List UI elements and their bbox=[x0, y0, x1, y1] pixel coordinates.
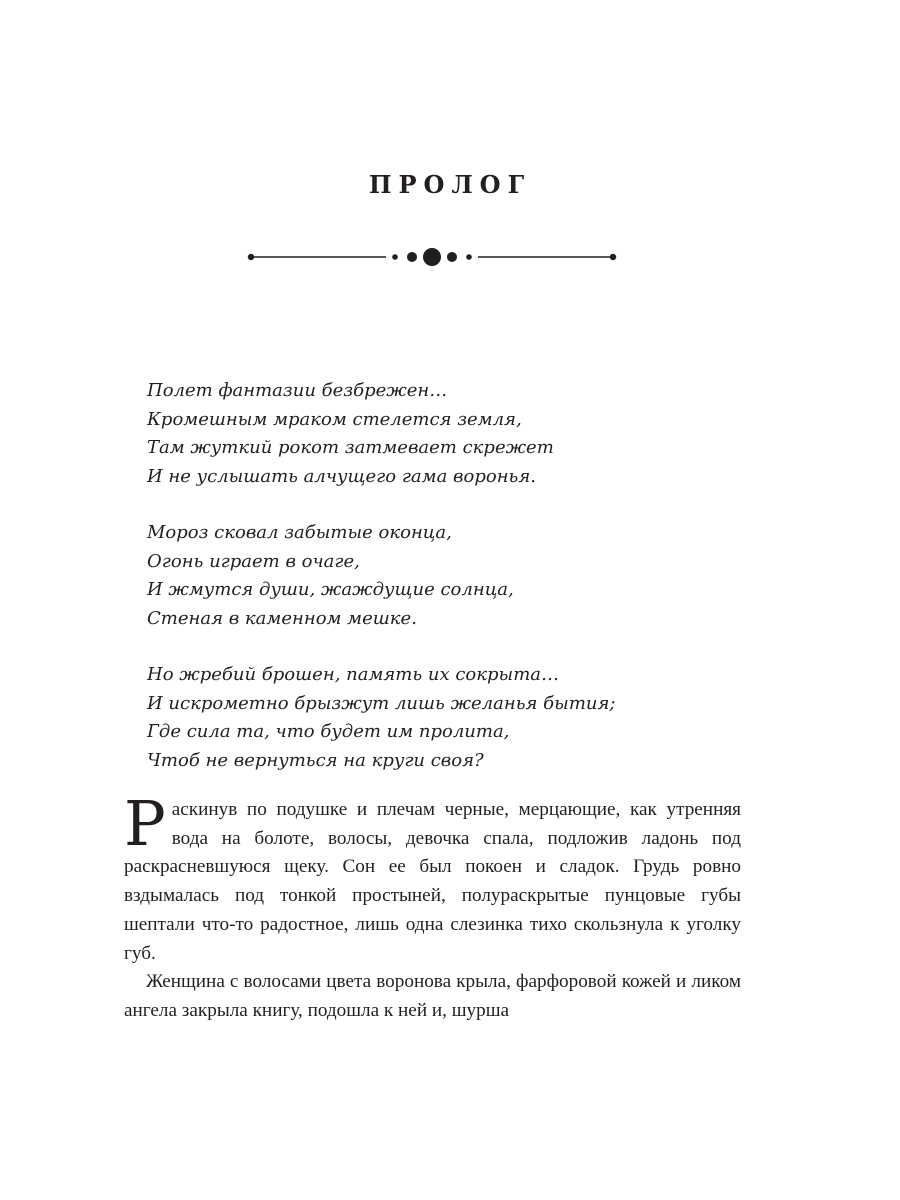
poem-line: Мороз сковал забытые оконца, bbox=[147, 522, 452, 543]
poem-line: Огонь играет в очаге, bbox=[147, 550, 360, 572]
drop-cap: Р bbox=[124, 787, 166, 860]
poem-line: Там жуткий рокот затмевает скрежет bbox=[147, 437, 554, 458]
epigraph-poem bbox=[147, 377, 615, 803]
poem-line: Чтоб не вернуться на круги своя? bbox=[147, 749, 484, 771]
poem-line: И жмутся души, жаждущие солнца, bbox=[147, 579, 514, 600]
paragraph-text: аскинув по подушке и плечам черные, мерцающие, как утренняя вода на болоте, волосы, девочка спала, подложив ладонь под раскрасневшуюся щеку. Сон ее был покоен и сладок. Грудь ровно вздымалась под тонкой простыней, полураскрытые пунцовые губы шептали что-то радостное, лишь одна слезинка тихо скользнула к уголку губ. bbox=[124, 799, 741, 964]
paragraph-text: Женщина с волосами цвета воронова крыла, фарфоровой кожей и ликом ангела закрыла книгу, подошла к ней и, шурша bbox=[124, 971, 741, 1021]
ornament-divider-icon bbox=[246, 245, 618, 269]
body-text bbox=[124, 787, 741, 1026]
poem-line: Стеная в каменном мешке. bbox=[147, 607, 417, 629]
chapter-title: ПРОЛОГ bbox=[368, 170, 532, 199]
poem-line: И не услышать алчущего гама воронья. bbox=[147, 465, 536, 487]
poem-line: Где сила та, что будет им пролита, bbox=[147, 721, 510, 742]
poem-line: Но жребий брошен, память их сокрыта… bbox=[147, 664, 560, 685]
poem-line: Кромешным мраком стелется земля, bbox=[147, 408, 522, 430]
poem-line: Полет фантазии безбрежен… bbox=[147, 380, 448, 401]
poem-stanza bbox=[147, 377, 615, 491]
paragraph bbox=[124, 787, 741, 968]
poem-stanza bbox=[147, 661, 615, 775]
poem-line: И искрометно брызжут лишь желанья бытия; bbox=[147, 692, 616, 714]
paragraph bbox=[124, 968, 741, 1025]
poem-stanza bbox=[147, 519, 615, 633]
